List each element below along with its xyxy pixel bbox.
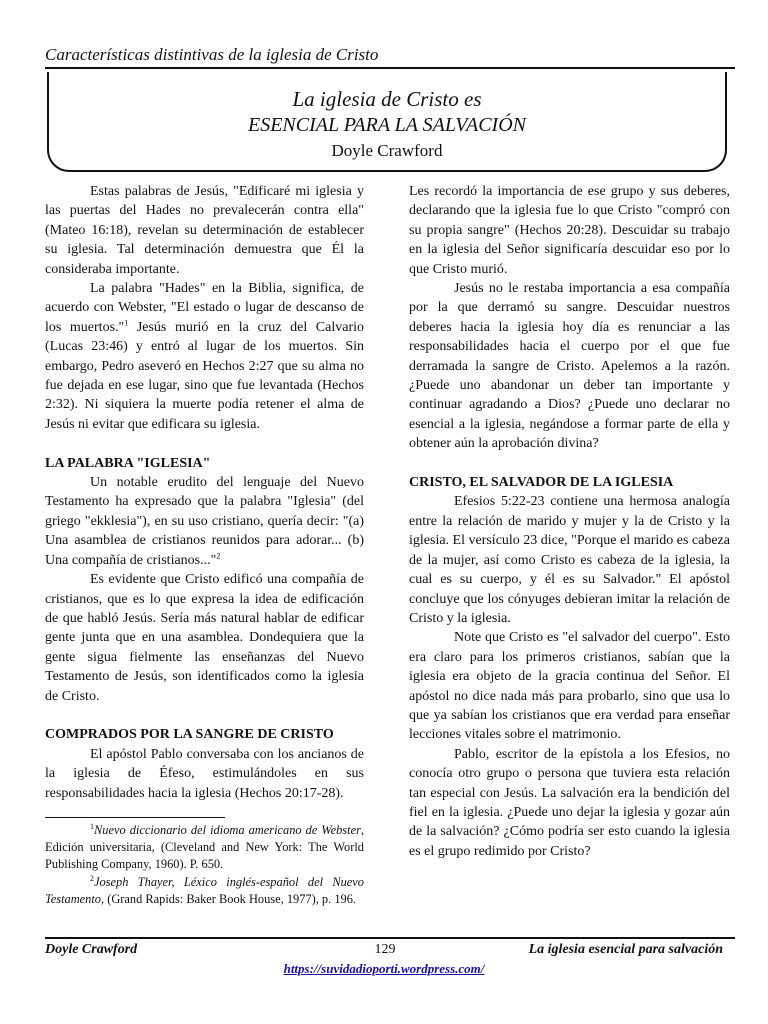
paragraph: Efesios 5:22-23 contiene una hermosa analogía entre la relación de marido y mujer y la de Cristo y la iglesia. El versículo 23 dice, "Porque el marido es cabeza de la mujer, así como Cristo es cabeza de la iglesia, la cual es su cuerpo, y él es su Salvador." El apóstol concluye que los cónyuges debieran imitar la relación de Cristo y la iglesia.: [409, 494, 730, 626]
footnote-2: [45, 874, 364, 908]
running-header-title: Características distintivas de la iglesia de Cristo: [45, 45, 379, 64]
paragraph: Jesús no le restaba importancia a esa compañía por la que derramó su sangre. Descuidar nuestros deberes hacia la iglesia hoy día es renunciar a las responsabilidades hacia el cuerpo por el que fue derramada la sangre de Cristo. Apelemos a la razón. ¿Puede uno abandonar un deber tan importante y continuar agradando a Dios? ¿Puede uno declarar no esencial a la iglesia, negándose a formar parte de ella y obtener aún la aprobación divina?: [409, 281, 730, 452]
footnote-ref-2[interactable]: 2: [216, 551, 221, 561]
paragraph-text: Jesús murió en la cruz del Calvario (Lucas 23:46) y entró al lugar de los muertos. Sin embargo, Pedro aseveró en Hechos 2:27 que su alma no fue dejada en ese lugar, sino que fue levantada (Hechos 2:32). Ni siquiera la muerte podía retener el alma de Jesús ni evitar que edificara su iglesia.: [45, 319, 364, 432]
section-heading: CRISTO, EL SALVADOR DE LA IGLESIA: [409, 475, 674, 491]
right-column: [409, 182, 730, 861]
paragraph-text: La palabra "Hades" en la Biblia, significa, de acuerdo con Webster, "El estado o lugar de descanso de los muertos.": [45, 281, 364, 335]
paragraph: Note que Cristo es "el salvador del cuerpo". Esto era claro para los primeros cristianos, sabían que la iglesia era objeto de la gracia continua del Señor. El apóstol no dice nada más para probarlo, sino que usa lo que ya sabían los cristianos que era verdad para enseñar lecciones vitales sobre el matrimonio.: [409, 630, 730, 743]
footer-book-title: La iglesia esencial para salvación: [528, 942, 723, 957]
footer-author: Doyle Crawford: [45, 942, 138, 957]
paragraph: Estas palabras de Jesús, "Edificaré mi iglesia y las puertas del Hades no prevalecerán contra ella" (Mateo 16:18), revelan su determinación de establecer su iglesia. Tal determinación demuestra que Él la consideraba importante.: [45, 184, 364, 277]
section-heading: COMPRADOS POR LA SANGRE DE CRISTO: [45, 727, 334, 743]
footnote-rule: [45, 817, 225, 818]
footnote-number: 2: [90, 873, 94, 883]
paragraph: El apóstol Pablo conversaba con los ancianos de la iglesia de Éfeso, estimulándoles en sus responsabilidades hacia la iglesia (Hechos 20:17-28).: [45, 746, 364, 801]
footnote-source-title: Joseph Thayer, Léxico inglés-español del Nuevo Testamento,: [45, 874, 364, 906]
article-title-line1: La iglesia de Cristo es: [292, 87, 482, 111]
article-author: Doyle Crawford: [331, 141, 443, 160]
paragraph: [45, 279, 364, 434]
paragraph: [45, 473, 364, 570]
left-column: [45, 182, 364, 908]
page-number: 129: [374, 942, 396, 957]
footnote-1: [45, 822, 364, 874]
section-heading: LA PALABRA "IGLESIA": [45, 455, 211, 471]
footnote-ref-1[interactable]: 1: [124, 318, 129, 328]
footnote-text: , Edición universitaria, (Cleveland and New York: The World Publishing Company, 1960). P. 650.: [45, 822, 364, 872]
paragraph: Pablo, escritor de la epístola a los Efesios, no conocía otro grupo o persona que tuviera esta relación tan especial con Jesús. La salvación era la bendición del fiel en la iglesia. ¿Puede uno dejar la iglesia y gozar aún de la salvación? ¿Cómo podría ser esto cuando la iglesia es el grupo redimido por Cristo?: [409, 746, 730, 859]
header-rule: [45, 67, 735, 69]
paragraph: Les recordó la importancia de ese grupo y sus deberes, declarando que la iglesia fue lo que Cristo "compró con su propia sangre" (Hechos 20:28). Descuidar su trabajo en la iglesia del Señor significaría descuidar eso por lo que Cristo murió.: [409, 184, 730, 277]
paragraph: Es evidente que Cristo edificó una compañía de cristianos, que es lo que expresa la idea de edificación de que habló Jesús. Sería más natural hablar de edificar gente junta que en una asamblea. Dondequiera que la gente sigua fielmente las enseñanzas del Nuevo Testamento de Jesús, son identificados como la iglesia de Cristo.: [45, 572, 364, 704]
article-title-line2: ESENCIAL PARA LA SALVACIÓN: [248, 114, 526, 136]
paragraph-text: Un notable erudito del lenguaje del Nuevo Testamento ha expresado que la palabra "Iglesia" (del griego "ekklesia"), en su uso cristiano, quería decir: "(a) Una asamblea de cristianos reunidos para adorar... (b) Una compañía de cristianos...": [45, 475, 364, 568]
footnote-source-title: Nuevo diccionario del idioma americano de Webster: [94, 822, 361, 837]
footnote-number: 1: [90, 821, 94, 831]
footer-rule: [45, 937, 735, 939]
footnote-text: (Grand Rapids: Baker Book House, 1977), p. 196.: [104, 891, 357, 906]
title-box: [47, 72, 727, 172]
footer-url-link[interactable]: https://suvidadioporti.wordpress.com/: [283, 961, 485, 976]
